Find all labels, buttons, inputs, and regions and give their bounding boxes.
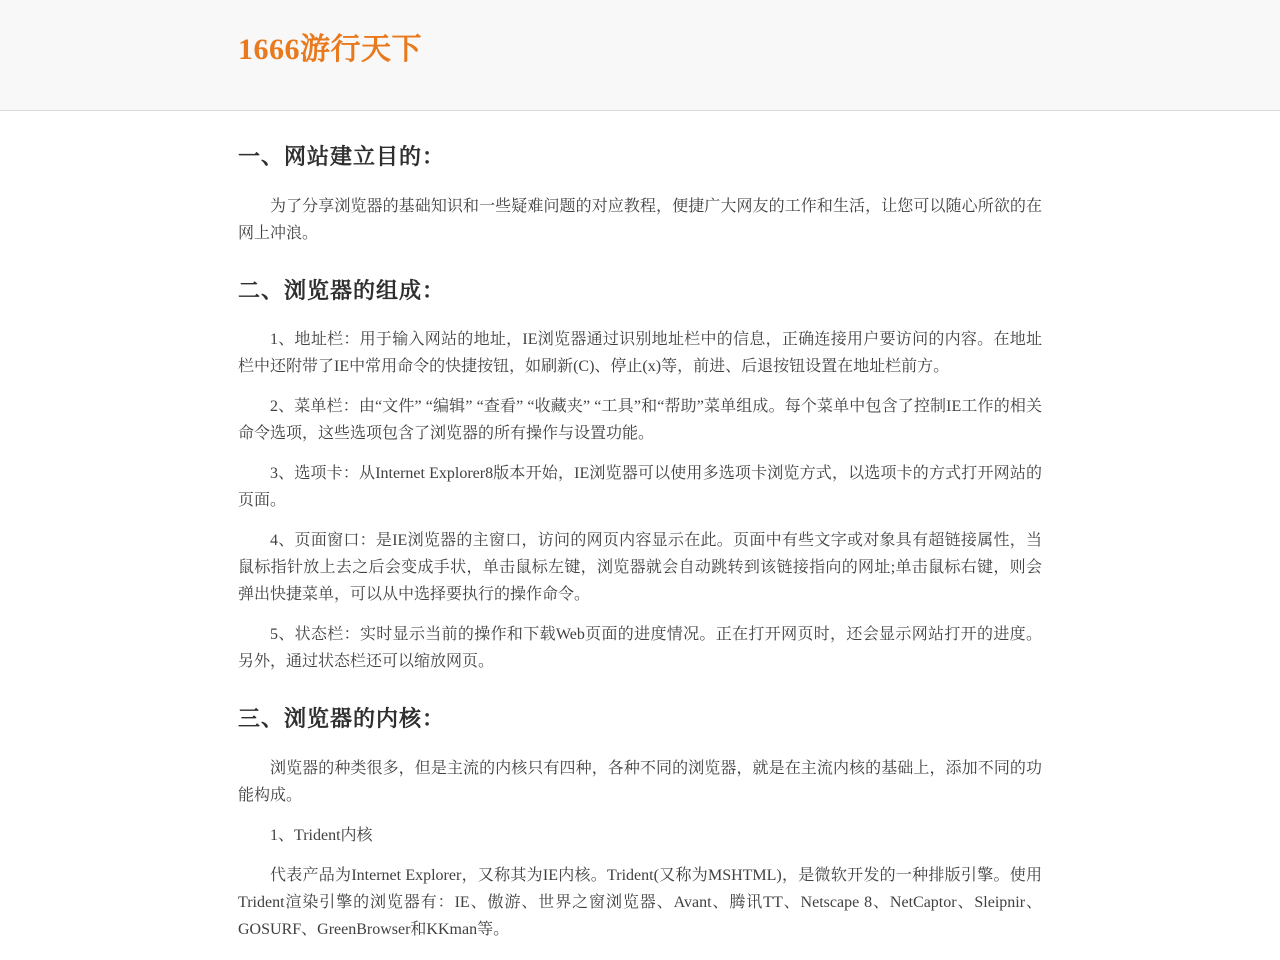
section-3-paragraph-1: 浏览器的种类很多，但是主流的内核只有四种，各种不同的浏览器，就是在主流内核的基础上，添加不同的功能构成。 [238, 760, 1042, 805]
section-2-paragraph-2: 2、菜单栏：由“文件” “编辑” “查看” “收藏夹” “工具”和“帮助”菜单组成。每个菜单中包含了控制IE工作的相关命令选项，这些选项包含了浏览器的所有操作与设置功能。 [238, 398, 1042, 443]
section-3-paragraph-2: 1、Trident内核 [270, 827, 373, 845]
section-2-paragraph-1: 1、地址栏：用于输入网站的地址，IE浏览器通过识别地址栏中的信息，正确连接用户要访问的内容。在地址栏中还附带了IE中常用命令的快捷按钮，如刷新(C)、停止(x)等，前进、后退按钮设置在地址栏前方。 [238, 331, 1042, 376]
section-1-heading: 一、网站建立目的： [238, 144, 446, 169]
site-header [0, 0, 1280, 111]
header-container [238, 0, 1042, 68]
section-2-paragraph-5: 5、状态栏：实时显示当前的操作和下载Web页面的进度情况。正在打开网页时，还会显示网站打开的进度。另外，通过状态栏还可以缩放网页。 [238, 626, 1042, 671]
section-2-paragraph-3: 3、选项卡：从Internet Explorer8版本开始，IE浏览器可以使用多选项卡浏览方式，以选项卡的方式打开网站的页面。 [238, 465, 1042, 510]
site-title-link[interactable]: 1666游行天下 [238, 33, 422, 66]
section-1-paragraph-1: 为了分享浏览器的基础知识和一些疑难问题的对应教程，便捷广大网友的工作和生活，让您可以随心所欲的在网上冲浪。 [238, 197, 1042, 242]
article-content [238, 111, 1042, 943]
section-2-paragraph-4: 4、页面窗口：是IE浏览器的主窗口，访问的网页内容显示在此。页面中有些文字或对象具有超链接属性，当鼠标指针放上去之后会变成手状，单击鼠标左键，浏览器就会自动跳转到该链接指向的网址;单击鼠标右键，则会弹出快捷菜单，可以从中选择要执行的操作命令。 [238, 532, 1042, 604]
section-3-heading: 三、浏览器的内核： [238, 706, 446, 732]
section-2-heading: 二、浏览器的组成： [238, 277, 446, 303]
section-3-paragraph-3: 代表产品为Internet Explorer，又称其为IE内核。Trident(又称为MSHTML)，是微软开发的一种排版引擎。使用Trident渲染引擎的浏览器有：IE、傲游、世界之窗浏览器、Avant、腾讯TT、Netscape 8、NetCaptor、Sleipnir、GOSURF、GreenBrowser和KKman等。 [238, 867, 1042, 939]
